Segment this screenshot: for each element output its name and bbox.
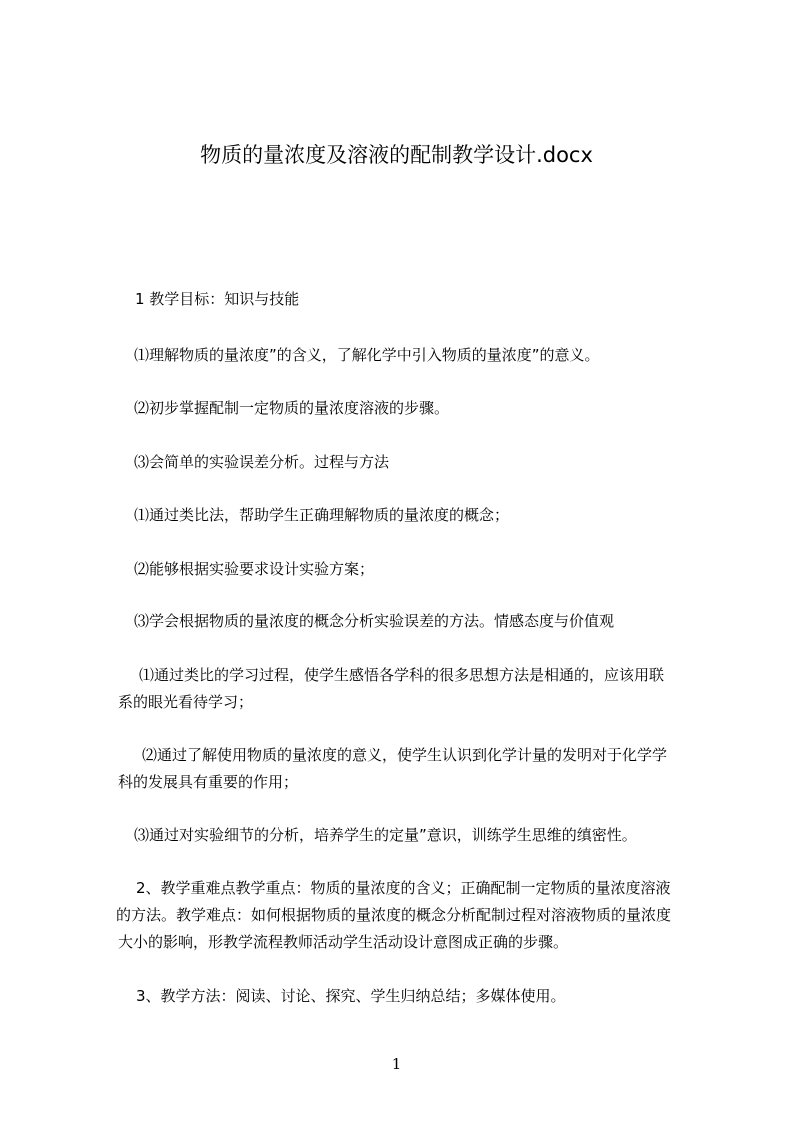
paragraph-attitude-1-line1: ⑴通过类比的学习过程，使学生感悟各学科的很多思想方法是相通的，应该用联 (139, 666, 665, 684)
paragraph-attitude-1-line2: 系的眼光看待学习； (118, 693, 254, 711)
paragraph-knowledge-1: ⑴理解物质的量浓度”的含义，了解化学中引入物质的量浓度”的意义。 (134, 346, 600, 364)
paragraph-knowledge-3: ⑶会简单的实验误差分析。过程与方法 (134, 453, 390, 471)
paragraph-attitude-2-line2: 科的发展具有重要的作用； (118, 773, 299, 791)
paragraph-key-points-line2: 的方法。教学难点：如何根据物质的量浓度的概念分析配制过程对溶液物质的量浓度 (116, 906, 672, 924)
paragraph-key-points-line1: 2、教学重难点教学重点：物质的量浓度的含义；正确配制一定物质的量浓度溶液 (136, 879, 671, 897)
paragraph-process-2: ⑵能够根据实验要求设计实验方案； (134, 560, 375, 578)
paragraph-methods: 3、教学方法：阅读、讨论、探究、学生归纳总结；多媒体使用。 (136, 987, 566, 1005)
page-number: 1 (391, 1055, 402, 1073)
document-title: 物质的量浓度及溶液的配制教学设计.docx (200, 143, 593, 167)
paragraph-process-3: ⑶学会根据物质的量浓度的概念分析实验误差的方法。情感态度与价值观 (134, 612, 615, 630)
paragraph-process-1: ⑴通过类比法，帮助学生正确理解物质的量浓度的概念； (134, 506, 510, 524)
paragraph-attitude-3: ⑶通过对实验细节的分析，培养学生的定量”意识，训练学生思维的缜密性。 (134, 826, 637, 844)
paragraph-attitude-2-line1: ⑵通过了解使用物质的量浓度的意义，使学生认识到化学计量的发明对于化学学 (142, 746, 668, 764)
paragraph-objectives-heading: 1 教学目标：知识与技能 (135, 290, 300, 308)
paragraph-key-points-line3: 大小的影响，形教学流程教师活动学生活动设计意图成正确的步骤。 (118, 933, 569, 951)
paragraph-knowledge-2: ⑵初步掌握配制一定物质的量浓度溶液的步骤。 (134, 399, 450, 417)
